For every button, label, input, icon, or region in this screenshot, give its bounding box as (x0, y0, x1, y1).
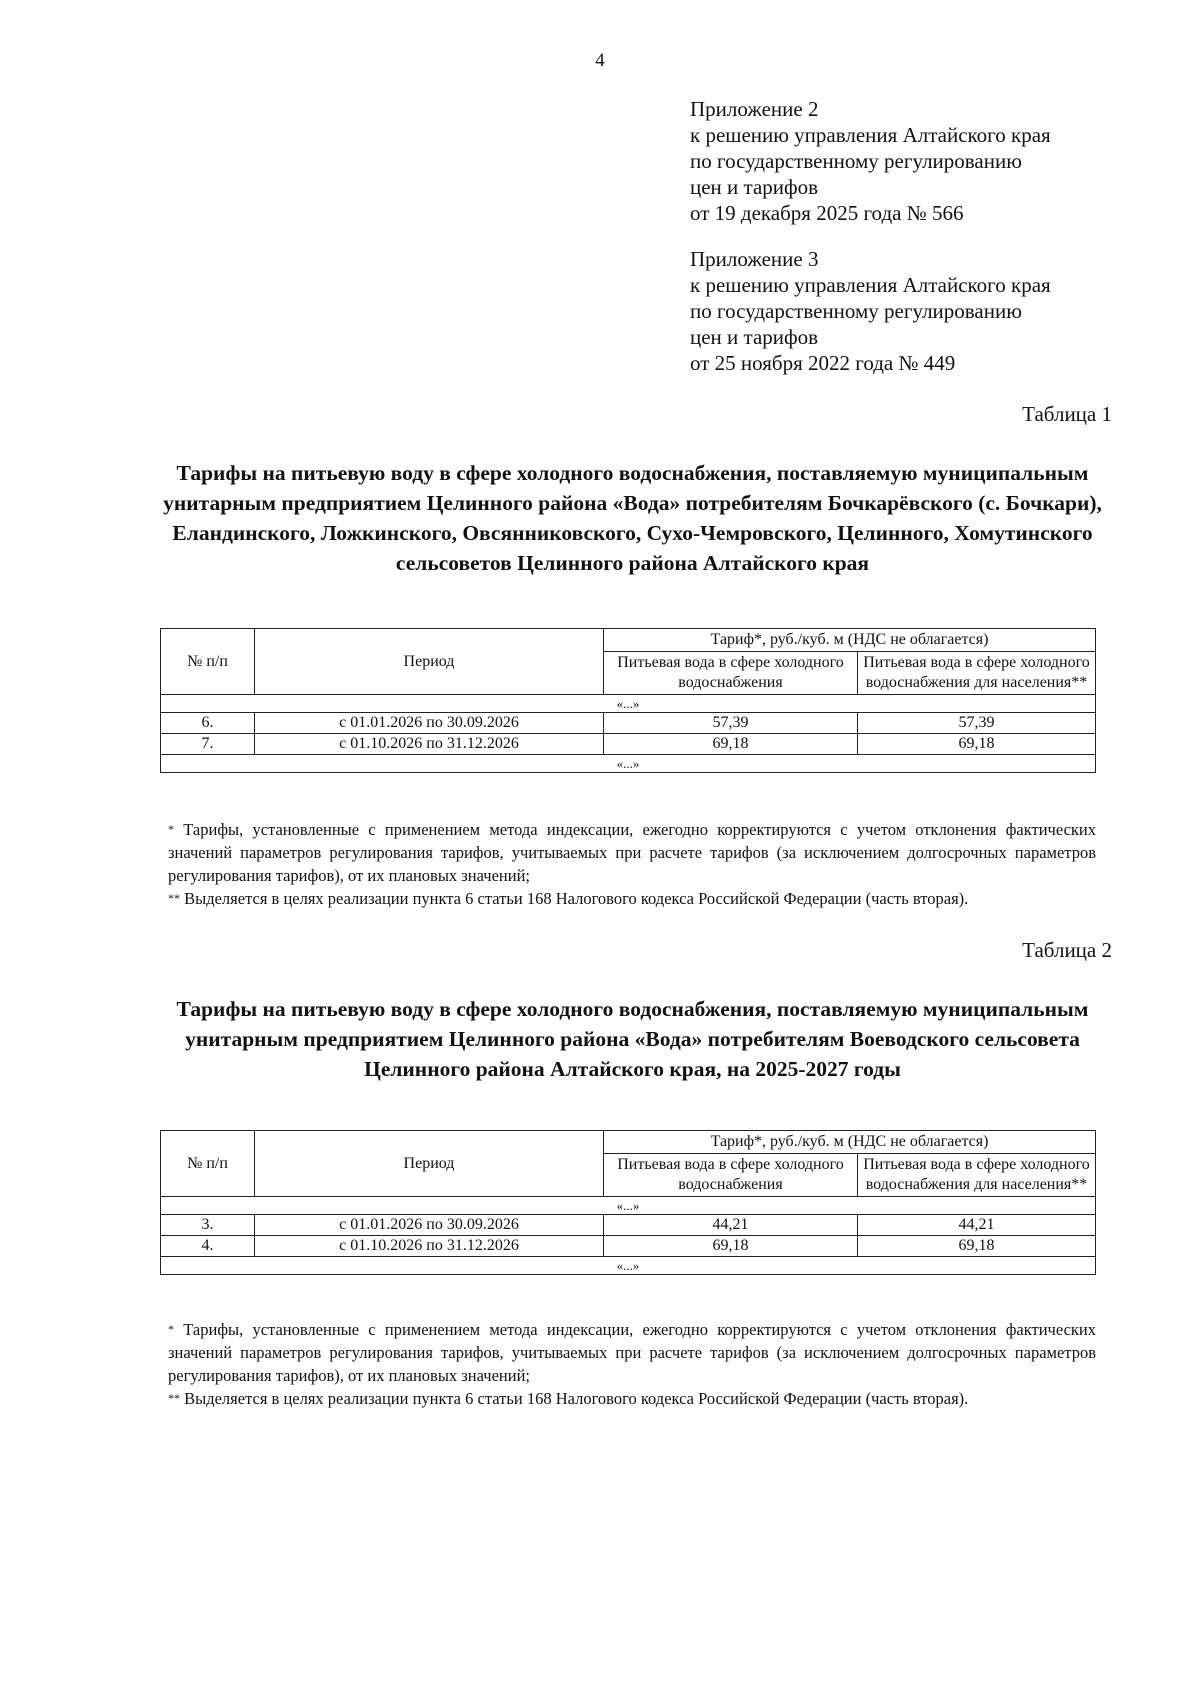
header-period: Период (255, 1131, 604, 1197)
appendix-3-line: к решению управления Алтайского края (690, 273, 1051, 297)
row-period: с 01.10.2026 по 31.12.2026 (255, 734, 604, 755)
row-water: 69,18 (604, 734, 858, 755)
table-1-title: Тарифы на питьевую воду в сфере холодного водоснабжения, поставляемую муниципальным унитарным предприятием Целинного района «Вода» потребителям Бочкарёвского (с. Бочкари), Еландинского, Ложкинского, Овсянниковского, Сухо-Чемровского, Целинного, Хомутинского сельсоветов Целинного района Алтайского края (163, 461, 1102, 575)
table-row (161, 713, 1096, 734)
appendix-3-line: Приложение 3 (690, 247, 819, 271)
row-period: с 01.01.2026 по 30.09.2026 (255, 713, 604, 734)
header-col-population: Питьевая вода в сфере холодного водоснабжения для населения** (858, 652, 1096, 695)
table-1-footnotes (168, 818, 1096, 910)
row-num: 3. (161, 1215, 255, 1236)
row-population: 57,39 (858, 713, 1096, 734)
row-water: 44,21 (604, 1215, 858, 1236)
row-num: 6. (161, 713, 255, 734)
footnote-2: ** Выделяется в целях реализации пункта 6 статьи 168 Налогового кодекса Российской Федерации (часть вторая). (168, 1389, 969, 1408)
footnote-1: * Тарифы, установленные с применением метода индексации, ежегодно корректируются с учетом отклонения фактических значений параметров регулирования тарифов, учитываемых при расчете тарифов (за исключением долгосрочных параметров регулирования тарифов), от их плановых значений; (168, 820, 1097, 885)
table-2-footnotes (168, 1318, 1096, 1410)
header-tariff-group: Тариф*, руб./куб. м (НДС не облагается) (604, 629, 1096, 652)
table-1-label: Таблица 1 (1022, 402, 1112, 426)
header-tariff-group: Тариф*, руб./куб. м (НДС не облагается) (604, 1131, 1096, 1154)
footnote-mark: * (168, 1322, 174, 1336)
row-period: с 01.10.2026 по 31.12.2026 (255, 1236, 604, 1257)
appendix-2-line: от 19 декабря 2025 года № 566 (690, 201, 964, 225)
appendix-2-block (690, 96, 1051, 226)
table-row (161, 1236, 1096, 1257)
header-col-water: Питьевая вода в сфере холодного водоснабжения (604, 652, 858, 695)
footnote-mark: * (168, 822, 174, 836)
appendix-2-line: цен и тарифов (690, 175, 819, 199)
appendix-3-line: по государственному регулированию (690, 299, 1022, 323)
appendix-3-block (690, 246, 1051, 376)
appendix-2-line: по государственному регулированию (690, 149, 1022, 173)
header-num: № п/п (161, 629, 255, 695)
header-col-population: Питьевая вода в сфере холодного водоснабжения для населения** (858, 1154, 1096, 1197)
table-1 (160, 628, 1096, 773)
row-num: 7. (161, 734, 255, 755)
header-col-water: Питьевая вода в сфере холодного водоснабжения (604, 1154, 858, 1197)
row-population: 44,21 (858, 1215, 1096, 1236)
table-2 (160, 1130, 1096, 1275)
row-period: с 01.01.2026 по 30.09.2026 (255, 1215, 604, 1236)
appendix-3-line: от 25 ноября 2022 года № 449 (690, 351, 956, 375)
footnote-mark: ** (168, 891, 180, 905)
row-num: 4. (161, 1236, 255, 1257)
row-water: 69,18 (604, 1236, 858, 1257)
page-number: 4 (595, 50, 605, 71)
appendix-2-line: Приложение 2 (690, 97, 819, 121)
row-population: 69,18 (858, 734, 1096, 755)
footnote-1: * Тарифы, установленные с применением метода индексации, ежегодно корректируются с учетом отклонения фактических значений параметров регулирования тарифов, учитываемых при расчете тарифов (за исключением долгосрочных параметров регулирования тарифов), от их плановых значений; (168, 1320, 1097, 1385)
table-2-title: Тарифы на питьевую воду в сфере холодного водоснабжения, поставляемую муниципальным унитарным предприятием Целинного района «Вода» потребителям Воеводского сельсовета Целинного района Алтайского края, на 2025-2027 годы (176, 997, 1089, 1081)
table-row (161, 734, 1096, 755)
appendix-3-line: цен и тарифов (690, 325, 819, 349)
row-population: 69,18 (858, 1236, 1096, 1257)
table-row (161, 1215, 1096, 1236)
footnote-2: ** Выделяется в целях реализации пункта 6 статьи 168 Налогового кодекса Российской Федерации (часть вторая). (168, 889, 969, 908)
ellipsis-row: «...» (161, 1257, 1096, 1275)
row-water: 57,39 (604, 713, 858, 734)
table-2-label: Таблица 2 (1022, 938, 1112, 962)
footnote-mark: ** (168, 1391, 180, 1405)
ellipsis-row: «...» (161, 1197, 1096, 1215)
appendix-2-line: к решению управления Алтайского края (690, 123, 1051, 147)
header-period: Период (255, 629, 604, 695)
ellipsis-row: «...» (161, 755, 1096, 773)
ellipsis-row: «...» (161, 695, 1096, 713)
header-num: № п/п (161, 1131, 255, 1197)
